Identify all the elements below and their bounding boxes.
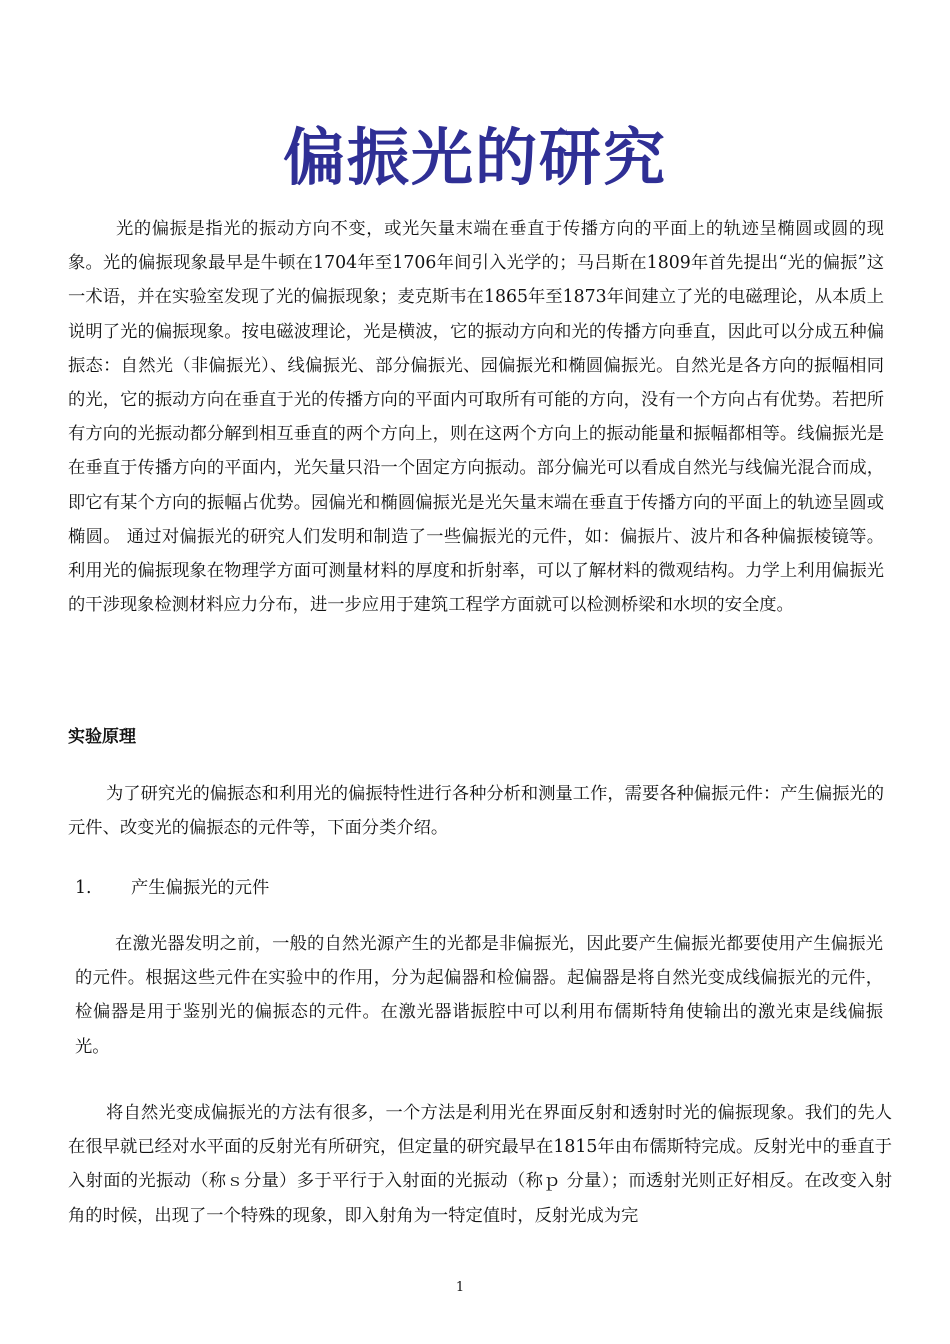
page-number: 1 bbox=[455, 1280, 465, 1295]
list-item-text: 产生偏振光的元件 bbox=[131, 878, 270, 898]
section-paragraph: 为了研究光的偏振态和利用光的偏振特性进行各种分析和测量工作，需要各种偏振元件：产生偏振光的元件、改变光的偏振态的元件等，下面分类介绍。 bbox=[68, 784, 884, 839]
list-item-number: 1. bbox=[75, 878, 92, 898]
last-paragraph: 将自然光变成偏振光的方法有很多，一个方法是利用光在界面反射和透射时光的偏振现象。我们的先人在很早就已经对水平面的反射光有所研究，但定量的研究最早在1815年由布儒斯特完成。反射光中的垂直于入射面的光振动（称ｓ分量）多于平行于入射面的光振动（称ｐ 分量）；而透射光则正好相反。在改变入射角的时候，出现了一个特殊的现象，即入射角为一特定值时，反射光成为完 bbox=[68, 1103, 892, 1226]
list-item bbox=[75, 873, 269, 903]
intro-paragraph: 光的偏振是指光的振动方向不变，或光矢量末端在垂直于传播方向的平面上的轨迹呈椭圆或圆的现象。光的偏振现象最早是牛顿在1704年至1706年间引入光学的；马吕斯在1809年首先提出“光的偏振”这一术语，并在实验室发现了光的偏振现象；麦克斯韦在1865年至1873年间建立了光的电磁理论，从本质上说明了光的偏振现象。按电磁波理论，光是横波，它的振动方向和光的传播方向垂直，因此可以分成五种偏振态：自然光（非偏振光）、线偏振光、部分偏振光、园偏振光和椭圆偏振光。自然光是各方向的振幅相同的光，它的振动方向在垂直于光的传播方向的平面内可取所有可能的方向，没有一个方向占有优势。若把所有方向的光振动都分解到相互垂直的两个方向上，则在这两个方向上的振动能量和振幅都相等。线偏振光是在垂直于传播方向的平面内，光矢量只沿一个固定方向振动。部分偏光可以看成自然光与线偏光混合而成，即它有某个方向的振幅占优势。园偏光和椭圆偏振光是光矢量末端在垂直于传播方向的平面上的轨迹呈圆或椭圆。 通过对偏振光的研究人们发明和制造了一些偏振光的元件，如：偏振片、波片和各种偏振棱镜等。利用光的偏振现象在物理学方面可测量材料的厚度和折射率，可以了解材料的微观结构。力学上利用偏振光的干涉现象检测材料应力分布，进一步应用于建筑工程学方面就可以检测桥梁和水坝的安全度。 bbox=[68, 219, 884, 616]
section-heading: 实验原理 bbox=[68, 727, 136, 747]
page-title: 偏振光的研究 bbox=[282, 121, 667, 194]
list-paragraph: 在激光器发明之前，一般的自然光源产生的光都是非偏振光，因此要产生偏振光都要使用产生偏振光的元件。根据这些元件在实验中的作用，分为起偏器和检偏器。起偏器是将自然光变成线偏振光的元件，检偏器是用于鉴别光的偏振态的元件。在激光器谐振腔中可以利用布儒斯特角使输出的激光束是线偏振光。 bbox=[75, 934, 883, 1057]
